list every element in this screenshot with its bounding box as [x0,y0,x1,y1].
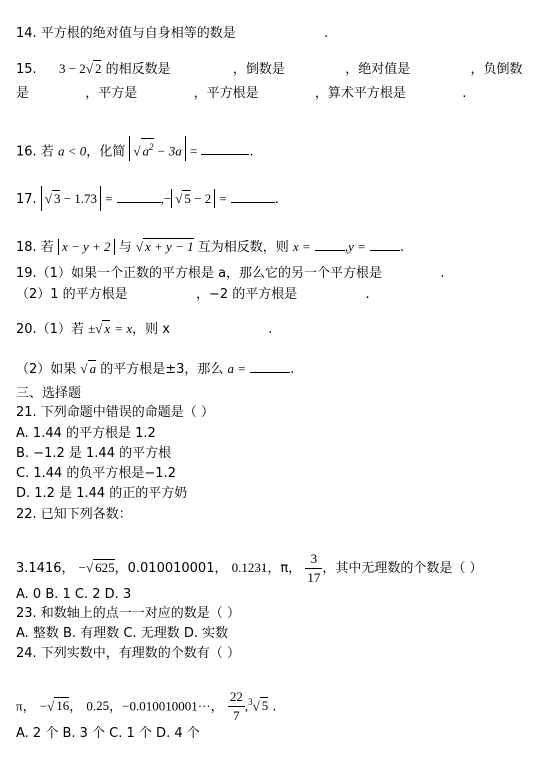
q22-fraction: $\frac{3}{17}$ [307,551,321,585]
q24-options: A. 2 个 B. 3 个 C. 1 个 D. 4 个 [16,726,200,741]
q24-neg: − [39,698,48,714]
question-15-line2 [16,86,466,102]
q22-n3-comma: ，π， [267,561,302,576]
q14-tail: . [324,26,329,41]
q18-y: y = [348,239,366,254]
question-14 [16,26,328,42]
q24-pi: π， [16,698,36,714]
q19-line1-tail: . [440,266,445,281]
q16-condition: a < 0 [57,143,87,159]
q20-l2a: （2）如果 [16,362,77,377]
q15-l2d: ，算术平方根是 [314,86,406,101]
q16-abs-expr: √ $a^2 - 3a$ [129,136,185,161]
q15-num: 15. [16,62,37,77]
q17-abs2: √ 5 − 2 [171,189,215,208]
q23-options: A. 整数 B. 有理数 C. 无理数 D. 实数 [16,626,229,641]
q19-line2a: （2）1 的平方根是 [16,287,128,302]
q24-tail: . [272,699,277,715]
q20-radicand: x [104,321,111,336]
q16-blank [201,154,249,155]
q24-repeating-decimal: 0.· 2· 5 [86,698,109,713]
q15-radicand: 2 [94,61,102,76]
q17-blank1 [117,202,161,203]
q24-numbers: π， −√ 16， 0.· 2· 5，−0.010010001···， $\frac{22}{7}$ ,$^3$√ 5 . [16,680,277,724]
q16-tail: . [249,144,254,160]
q18-blank-x [315,250,345,251]
q17-abs1: √ 3 − 1.73 [41,186,101,211]
q17-eq2: = [219,191,227,206]
q17-sep: ,− [160,191,172,206]
q21-stem: 21. 下列命题中错误的命题是（ ） [16,405,214,420]
q20-radicand2: a [89,361,97,376]
q18-blank-y [370,250,400,251]
q22-n2-radicand: 625 [95,560,115,575]
q16-eq: = [189,143,198,159]
q24-rest: ，−0.010010001···， [109,698,224,714]
q14-text: 14. 平方根的绝对值与自身相等的数是 [16,26,236,41]
q18-p2: 互为相反数，则 [197,240,289,255]
q18-tail: . [400,240,405,255]
q15-l2b: ，平方是 [85,86,138,101]
q17-tail: . [274,192,280,207]
question-18: 18. 若 x − y + 2 与 √ x + y − 1 互为相反数，则 x = ,y = . [16,239,405,255]
question-19-line1 [16,266,444,282]
q16-p1: ，化简 [86,144,126,160]
q22-tail: ，其中无理数的个数是（ ） [322,561,483,576]
q23-stem: 23. 和数轴上的点一一对应的数是（ ） [16,606,240,621]
q24-comma1: ， [69,699,83,715]
q24-cube-radicand: 5 [261,698,269,714]
q20-l1-tail: . [268,322,273,337]
q15-p1: 的相反数是 [105,62,171,77]
q18-abs: x − y + 2 [58,239,115,255]
q19-line2-tail: . [365,287,370,302]
question-19-line2 [16,287,370,303]
question-15-line1: 15. 3 − 2√ 2 的相反数是 ，倒数是 ，绝对值是 ，负倒数 [16,61,523,77]
q18-num: 18. 若 [16,240,54,255]
question-20-line2: （2）如果 √ a 的平方根是±3，那么 a = . [16,361,295,377]
section-3-title: 三、选择题 [16,386,82,401]
q17-eq1: = [105,191,113,206]
q20-l2b: 的平方根是±3，那么 [100,362,224,377]
q18-p1: 与 [118,240,132,255]
q24-fraction: $\frac{22}{7}$ [229,689,243,724]
q15-l2a: 是 [16,86,30,101]
q18-radicand: x + y − 1 [144,239,194,254]
q17-num: 17. [16,192,37,207]
q22-stem: 22. 已知下列各数： [16,507,132,522]
q19-line1: 19.（1）如果一个正数的平方根是 a，那么它的另一个平方根是 [16,266,383,281]
q16-num: 16. 若 [16,144,54,160]
q15-p3: ，绝对值是 [345,62,411,77]
q22-repeating-decimal: 0.12· 3· 1 [232,560,268,575]
q20-l2-tail: . [290,362,295,377]
question-16 [16,136,254,161]
q21-option-b: B. −1.2 是 1.44 的平方根 [16,446,172,461]
q20-aeq: a = [227,361,247,376]
q24-stem: 24. 下列实数中，有理数的个数有（ ） [16,646,240,661]
question-20-line1: 20.（1）若 ±√ x = x，则 x . [16,321,273,337]
q22-n1: 3.1416， [16,561,75,576]
q18-x: x = [292,239,311,254]
q20-l1b: ，则 x [132,322,170,337]
q18-comma: , [344,239,349,254]
q15-p2: ，倒数是 [232,62,285,77]
q22-options: A. 0 B. 1 C. 2 D. 3 [16,587,132,602]
q17-blank2 [231,202,275,203]
q22-n2-neg: − [78,560,86,575]
q20-blank [250,372,290,373]
q21-option-a: A. 1.44 的平方根是 1.2 [16,426,156,441]
q20-l1a: 20.（1）若 [16,322,84,337]
q15-p4: ，负倒数 [470,62,523,77]
q22-numbers: 3.1416， −√ 625，0.010010001， 0.12· 3· 1，π， $\frac{3}{17}$ ，其中无理数的个数是（ ） [16,548,482,588]
q15-expr: 3 − 2 [58,61,86,76]
q22-n2-comma: ，0.010010001， [114,561,228,576]
q15-l2c: ，平方根是 [193,86,259,101]
q24-cube-index: 3 [248,697,253,707]
q24-radicand: 16 [56,698,70,714]
q19-line2b: ，−2 的平方根是 [195,287,298,302]
q21-option-d: D. 1.2 是 1.44 的正的平方奶 [16,486,188,501]
q15-l2e: . [462,86,467,101]
q21-option-c: C. 1.44 的负平方根是−1.2 [16,466,176,481]
q20-eqx: = x [114,321,133,336]
q20-pm: ± [88,321,96,336]
question-17 [16,186,279,211]
